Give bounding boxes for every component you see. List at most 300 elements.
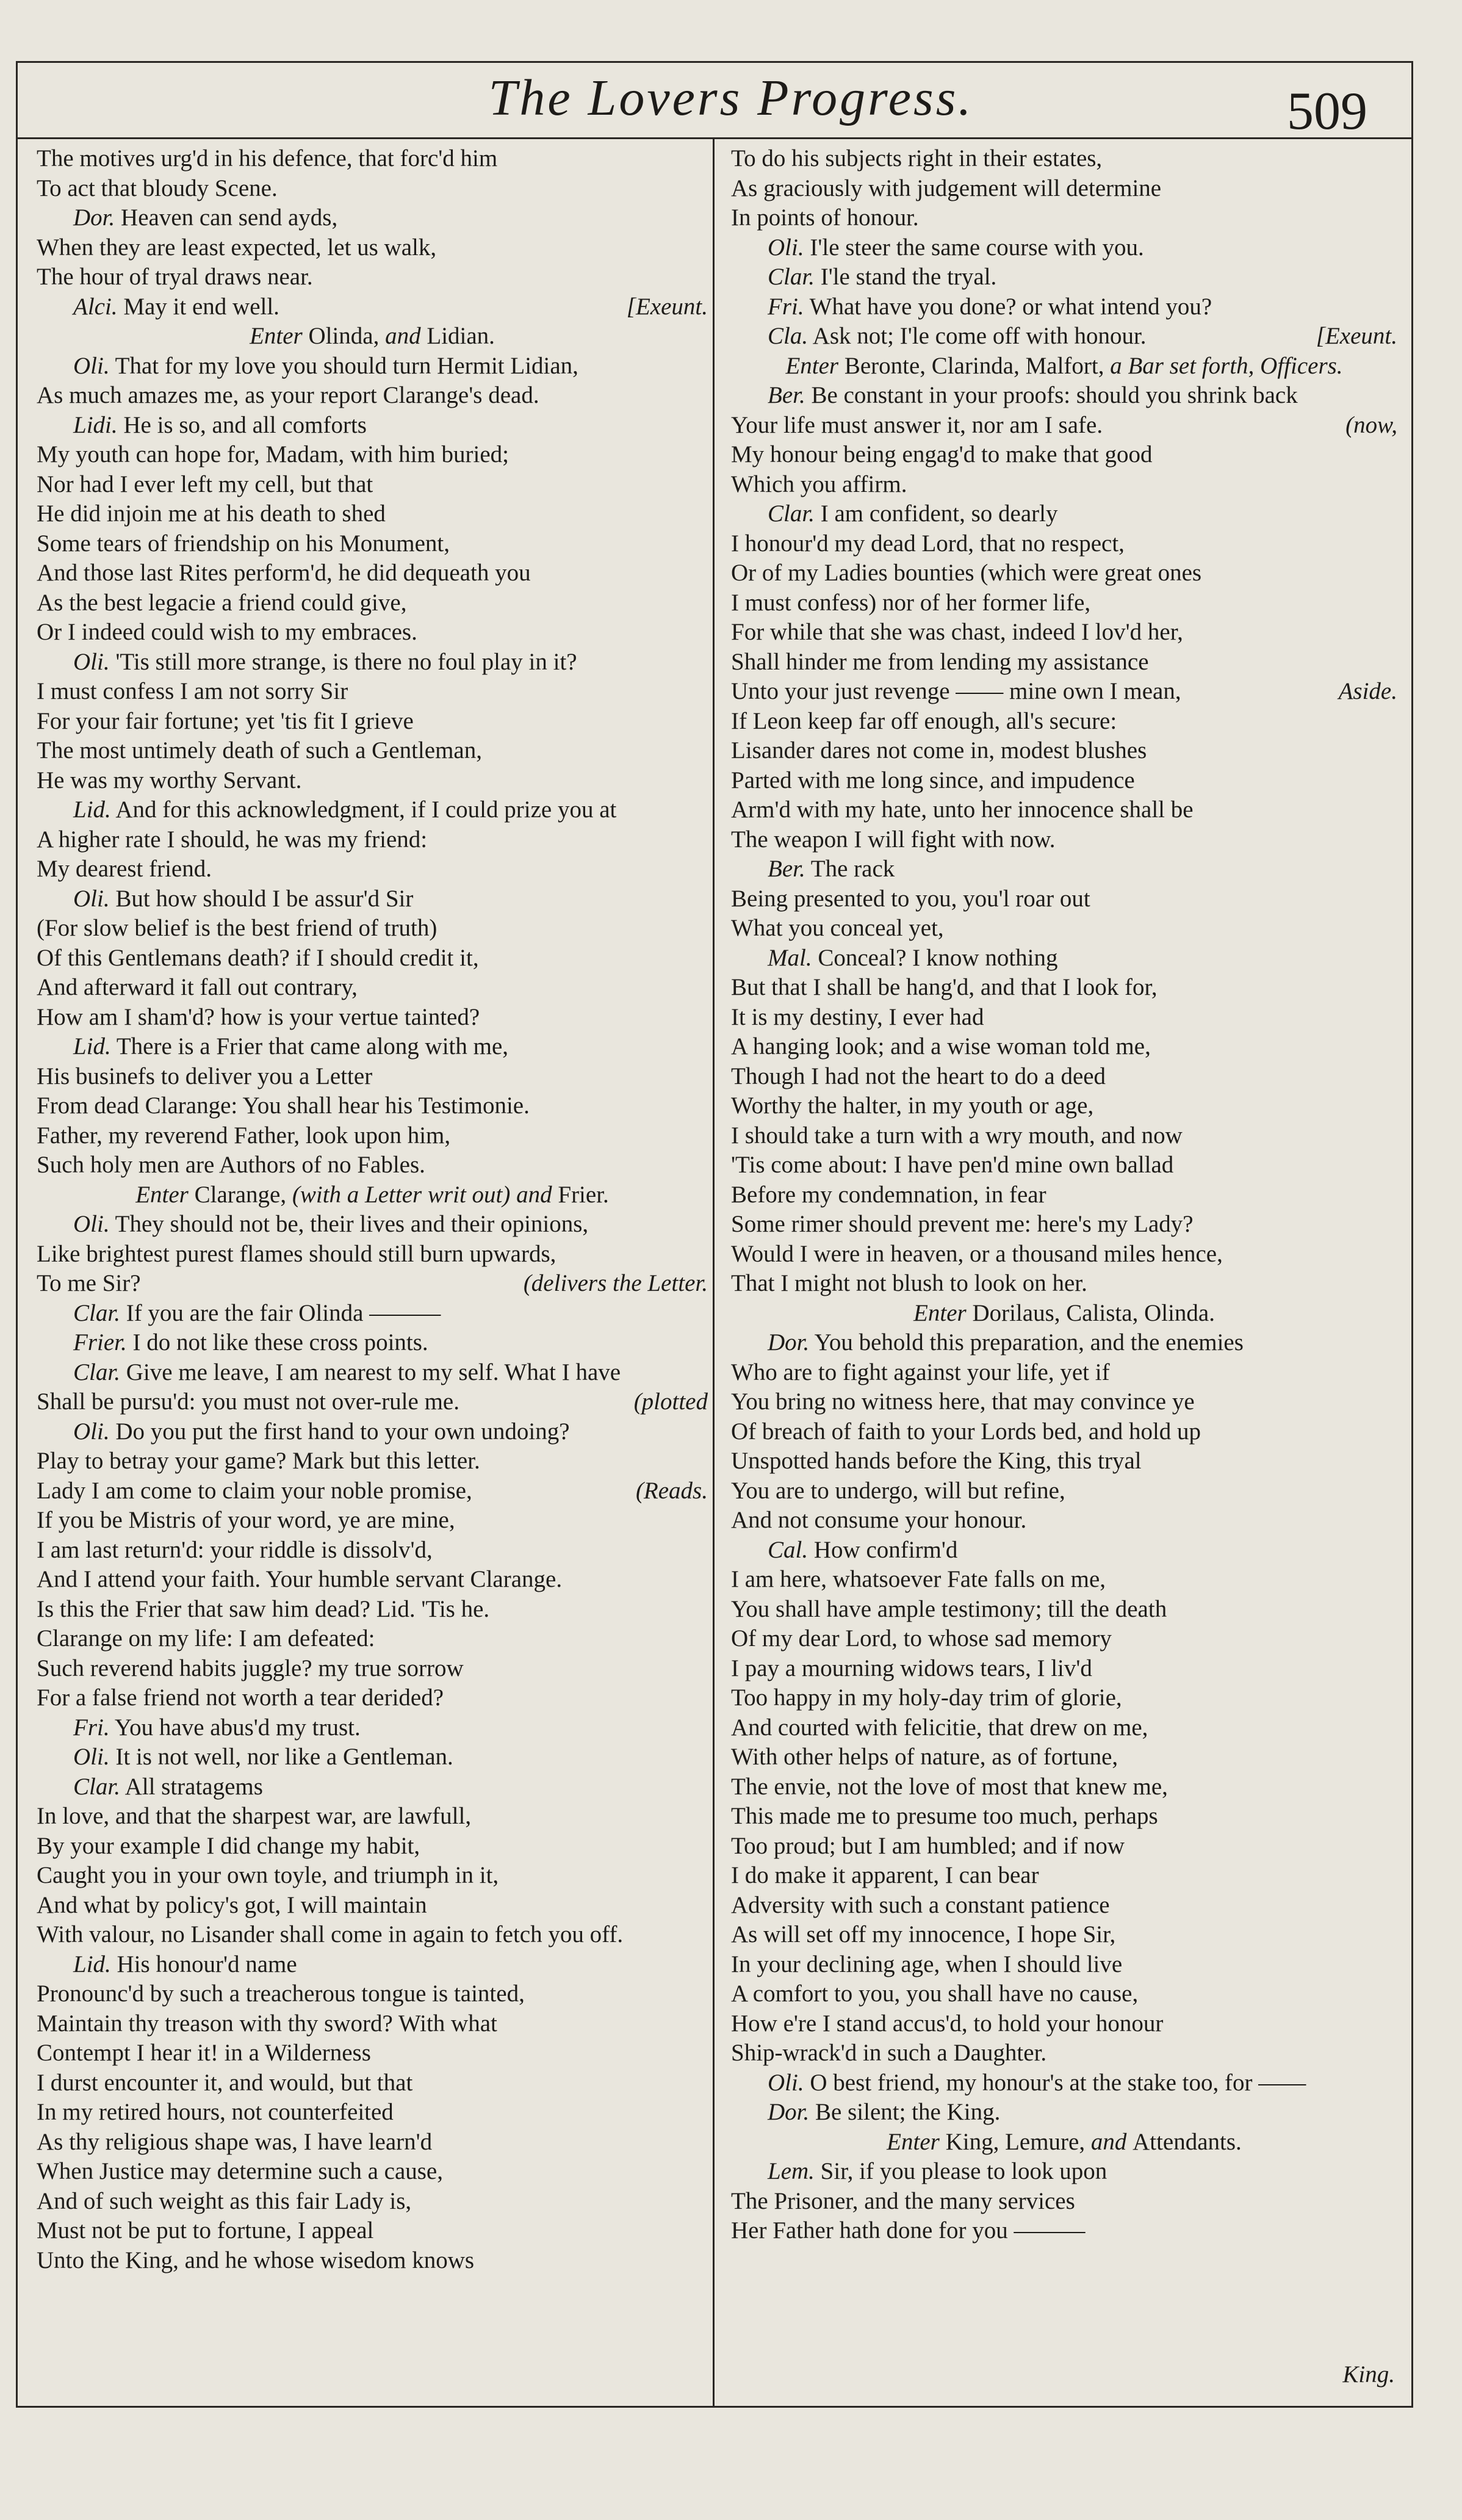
line-text: How e're I stand accus'd, to hold your honour [731,2010,1164,2037]
verse-line [37,944,708,973]
line-text: Conceal? I know nothing [818,944,1058,971]
verse-line [37,2068,708,2098]
line-text: Who are to fight against your life, yet if [731,1359,1110,1385]
verse-line [731,1003,1397,1033]
line-text: But how should I be assur'd Sir [115,885,414,912]
speaker-name: Clar. [73,1299,120,1326]
line-text: Be silent; the King. [815,2099,1001,2125]
line-text: In your declining age, when I should live [731,1951,1123,1977]
verse-line [731,825,1397,855]
line-text: Or of my Ladies bounties (which were great ones [731,560,1202,586]
verse-line [731,1328,1397,1358]
speaker-name: Lid. [73,1033,111,1060]
column-divider [713,137,715,2408]
speaker-name: Clar. [73,1773,120,1800]
catchword: King. [1342,2361,1395,2388]
line-text: In love, and that the sharpest war, are lawfull, [37,1803,472,1829]
verse-line [731,1240,1397,1269]
verse-line [731,1979,1397,2009]
line-text: I honour'd my dead Lord, that no respect, [731,530,1125,557]
stage-direction-names: Frier. [558,1181,609,1208]
marginal-direction: (delivers the Letter. [523,1270,708,1296]
verse-line [37,736,708,766]
header-rule [16,137,1413,139]
line-text: The motives urg'd in his defence, that forc'd him [37,145,498,171]
verse-line [37,1417,708,1447]
verse-line [731,1387,1397,1417]
verse-line [37,1091,708,1121]
line-text: Would I were in heaven, or a thousand miles hence, [731,1240,1223,1267]
line-text: That for my love you should turn Hermit Lidian, [115,352,578,379]
line-text: Some tears of friendship on his Monument, [37,530,450,557]
line-text: Parted with me long since, and impudence [731,767,1135,793]
verse-line [37,1832,708,1861]
line-text: How am I sham'd? how is your vertue tainted? [37,1003,480,1030]
verse-line [731,944,1397,973]
line-text: O best friend, my honour's at the stake too, for —— [810,2069,1306,2096]
verse-line [37,1121,708,1151]
verse-line [731,1032,1397,1062]
line-text: Shall be pursu'd: you must not over-rule me. [37,1388,459,1415]
verse-line [37,499,708,529]
line-text: Or I indeed could wish to my embraces. [37,619,417,645]
speaker-name: Oli. [73,1744,110,1770]
verse-line [37,2098,708,2128]
line-text: A comfort to you, you shall have no cause, [731,1980,1139,2007]
stage-direction-italic: Enter [250,323,309,349]
line-text: But that I shall be hang'd, and that I look for, [731,974,1158,1000]
verse-line [37,2187,708,2217]
verse-line [37,707,708,737]
line-text: Clarange on my life: I am defeated: [37,1625,375,1652]
verse-line [37,854,708,884]
line-text: You have abus'd my trust. [114,1714,361,1741]
verse-line [37,825,708,855]
verse-line [37,2128,708,2157]
verse-line [731,2009,1397,2039]
verse-line [731,973,1397,1003]
line-text: When Justice may determine such a cause, [37,2158,443,2184]
verse-line [37,1358,708,1388]
stage-direction-names: Olinda, [308,323,386,349]
line-text: My honour being engag'd to make that good [731,441,1153,468]
verse-line [731,2187,1397,2217]
line-text: Worthy the halter, in my youth or age, [731,1092,1094,1119]
line-text: You shall have ample testimony; till the death [731,1595,1167,1622]
verse-line [731,1210,1397,1240]
verse-line [731,588,1397,618]
line-text: There is a Frier that came along with me, [116,1033,509,1060]
verse-line [37,973,708,1003]
line-text: I must confess I am not sorry Sir [37,678,348,704]
line-text: Nor had I ever left my cell, but that [37,471,373,497]
speaker-name: Dor. [73,204,115,231]
verse-line [731,1536,1397,1565]
line-text: 'Tis still more strange, is there no foul play in it? [115,648,577,675]
line-text: For while that she was chast, indeed I lov'd her, [731,619,1183,645]
verse-line [731,381,1397,411]
stage-direction [37,1180,708,1210]
verse-line [731,1772,1397,1802]
speaker-name: Oli. [73,648,110,675]
verse-line [731,1861,1397,1891]
verse-line [731,1446,1397,1476]
verse-line [731,1150,1397,1180]
verse-line [37,352,708,381]
line-text: If you are the fair Olinda ——— [126,1299,441,1326]
stage-direction-italic: Enter [887,2128,946,2155]
stage-direction-names: Lidian. [427,323,495,349]
verse-line [37,914,708,944]
speaker-name: Fri. [73,1714,110,1741]
verse-line [731,558,1397,588]
right-column [731,144,1397,2246]
line-text: Some rimer should prevent me: here's my Lady? [731,1211,1194,1237]
line-text: I durst encounter it, and would, but that [37,2069,413,2096]
line-text: How confirm'd [813,1536,958,1563]
verse-line [37,1772,708,1802]
verse-line [731,411,1397,441]
line-text: They should not be, their lives and their opinions, [115,1211,589,1237]
line-text: This made me to presume too much, perhaps [731,1803,1158,1829]
line-text: With other helps of nature, as of fortune, [731,1744,1118,1770]
verse-line [37,1979,708,2009]
line-text: He was my worthy Servant. [37,767,302,793]
verse-line [731,2157,1397,2187]
line-text: Shall hinder me from lending my assistance [731,648,1149,675]
speaker-name: Ber. [768,856,805,882]
verse-line [731,736,1397,766]
verse-line [731,1121,1397,1151]
verse-line [37,1210,708,1240]
speaker-name: Oli. [73,1418,110,1445]
verse-line [731,795,1397,825]
line-text: The envie, not the love of most that knew me, [731,1773,1168,1800]
verse-line [37,411,708,441]
verse-line [37,1742,708,1772]
line-text: Her Father hath done for you ——— [731,2217,1086,2244]
verse-line [731,1624,1397,1654]
speaker-name: Alci. [73,293,118,320]
stage-direction-italic: Enter [785,352,844,379]
line-text: Unspotted hands before the King, this tryal [731,1448,1142,1474]
verse-line [37,1891,708,1921]
verse-line [731,618,1397,648]
line-text: Unto your just revenge —— mine own I mean, [731,678,1181,704]
stage-direction-names: Clarange, [194,1181,292,1208]
verse-line [731,1062,1397,1092]
verse-line [37,1387,708,1417]
verse-line [731,884,1397,914]
marginal-direction: (Reads. [635,1477,708,1504]
line-text: A hanging look; and a wise woman told me, [731,1033,1151,1060]
line-text: Before my condemnation, in fear [731,1181,1046,1208]
line-text: Too happy in my holy-day trim of glorie, [731,1684,1122,1711]
line-text: Of this Gentlemans death? if I should credit it, [37,944,479,971]
line-text: Such reverend habits juggle? my true sorrow [37,1655,464,1681]
marginal-direction: [Exeunt. [626,293,708,320]
verse-line [37,1565,708,1595]
line-text: Arm'd with my hate, unto her innocence shall be [731,796,1194,823]
line-text: Lady I am come to claim your noble promise, [37,1477,472,1504]
verse-line [731,1654,1397,1684]
line-text: You behold this preparation, and the enemies [814,1329,1244,1356]
line-text: And of such weight as this fair Lady is, [37,2187,412,2214]
line-text: Ask not; I'le come off with honour. [812,323,1147,349]
verse-line [37,2009,708,2039]
verse-line [731,648,1397,677]
left-column [37,144,708,2275]
verse-line [37,1950,708,1980]
speaker-name: Lidi. [73,411,118,438]
speaker-name: Clar. [768,264,815,290]
stage-direction [731,352,1397,381]
verse-line [731,1891,1397,1921]
verse-line [731,1269,1397,1299]
stage-direction-names: Beronte, Clarinda, Malfort, [844,352,1111,379]
line-text: Which you affirm. [731,471,907,497]
stage-direction [37,322,708,352]
line-text: Play to betray your game? Mark but this letter. [37,1448,480,1474]
verse-line [731,914,1397,944]
line-text: Lisander dares not come in, modest blushes [731,737,1147,764]
verse-line [37,1328,708,1358]
stage-direction [731,1299,1397,1329]
line-text: And not consume your honour. [731,1507,1027,1533]
verse-line [731,1713,1397,1743]
verse-line [37,1476,708,1506]
verse-line [731,2098,1397,2128]
verse-line [731,292,1397,322]
speaker-name: Oli. [768,234,804,261]
line-text: And I attend your faith. Your humble servant Clarange. [37,1566,563,1592]
line-text: The most untimely death of such a Gentleman, [37,737,482,764]
verse-line [37,1269,708,1299]
verse-line [37,174,708,204]
verse-line [731,322,1397,352]
speaker-name: Lid. [73,796,111,823]
verse-line [37,1062,708,1092]
verse-line [37,618,708,648]
line-text: As thy religious shape was, I have learn'd [37,2128,433,2155]
line-text: I am confident, so dearly [820,500,1058,527]
verse-line [731,1506,1397,1536]
verse-line [731,1832,1397,1861]
line-text: And for this acknowledgment, if I could prize you at [115,796,617,823]
line-text: I'le stand the tryal. [820,264,997,290]
line-text: Of my dear Lord, to whose sad memory [731,1625,1112,1652]
verse-line [731,470,1397,500]
verse-line [37,588,708,618]
verse-line [731,2038,1397,2068]
line-text: He is so, and all comforts [123,411,367,438]
line-text: To act that bloudy Scene. [37,175,278,201]
stage-direction-names: Dorilaus, Calista, Olinda. [972,1299,1215,1326]
verse-line [731,1920,1397,1950]
stage-direction [731,2128,1397,2157]
line-text: (For slow belief is the best friend of truth) [37,915,438,941]
line-text: Though I had not the heart to do a deed [731,1063,1106,1089]
verse-line [37,1920,708,1950]
verse-line [731,499,1397,529]
line-text: It is my destiny, I ever had [731,1003,984,1030]
line-text: Contempt I hear it! in a Wilderness [37,2040,371,2066]
verse-line [37,2038,708,2068]
verse-line [37,648,708,677]
verse-line [37,144,708,174]
line-text: And afterward it fall out contrary, [37,974,358,1000]
verse-line [731,1742,1397,1772]
speaker-name: Clar. [768,500,815,527]
line-text: Father, my reverend Father, look upon him, [37,1122,451,1149]
line-text: Unto the King, and he whose wisedom knows [37,2247,475,2273]
line-text: By your example I did change my habit, [37,1832,420,1859]
verse-line [37,1506,708,1536]
line-text: What you conceal yet, [731,915,944,941]
speaker-name: Ber. [768,382,805,408]
verse-line [37,884,708,914]
line-text: Too proud; but I am humbled; and if now [731,1832,1125,1859]
line-text: I am here, whatsoever Fate falls on me, [731,1566,1106,1592]
verse-line [37,1683,708,1713]
line-text: As the best legacie a friend could give, [37,589,407,616]
line-text: I am last return'd: your riddle is dissolv'd, [37,1536,433,1563]
line-text: For your fair fortune; yet 'tis fit I grieve [37,707,414,734]
verse-line [731,1091,1397,1121]
verse-line [37,2246,708,2276]
verse-line [731,262,1397,292]
line-text: Is this the Frier that saw him dead? Lid. 'Tis he. [37,1595,490,1622]
line-text: As much amazes me, as your report Clarange's dead. [37,382,539,408]
line-text: And what by policy's got, I will maintain [37,1891,427,1918]
verse-line [37,1150,708,1180]
speaker-name: Oli. [73,352,110,379]
line-text: Pronounc'd by such a treacherous tongue is tainted, [37,1980,525,2007]
verse-line [731,1476,1397,1506]
line-text: I do not like these cross points. [132,1329,428,1356]
verse-line [731,1950,1397,1980]
line-text: I must confess) nor of her former life, [731,589,1091,616]
line-text: I do make it apparent, I can bear [731,1862,1039,1888]
stage-direction-italic: and [1090,2128,1133,2155]
stage-direction-italic: and [385,323,427,349]
marginal-direction: [Exeunt. [1316,323,1397,349]
speaker-name: Fri. [768,293,804,320]
speaker-name: Cla. [768,323,808,349]
line-text: Like brightest purest flames should still burn upwards, [37,1240,556,1267]
verse-line [37,1446,708,1476]
verse-line [731,203,1397,233]
stage-direction-italic: Enter [135,1181,195,1208]
verse-line [731,440,1397,470]
line-text: In my retired hours, not counterfeited [37,2099,394,2125]
speaker-name: Frier. [73,1329,127,1356]
line-text: With valour, no Lisander shall come in again to fetch you off. [37,1921,624,1948]
verse-line [731,174,1397,204]
verse-line [37,1536,708,1565]
verse-line [37,292,708,322]
verse-line [731,2216,1397,2246]
speaker-name: Dor. [768,2099,810,2125]
verse-line [37,529,708,559]
line-text: His honour'd name [117,1951,297,1977]
line-text: And those last Rites perform'd, he did dequeath you [37,560,531,586]
line-text: Such holy men are Authors of no Fables. [37,1152,425,1178]
line-text: Caught you in your own toyle, and triumph in it, [37,1862,499,1888]
speaker-name: Clar. [73,1359,120,1385]
verse-line [37,766,708,796]
line-text: Your life must answer it, nor am I safe. [731,411,1103,438]
line-text: A higher rate I should, he was my friend: [37,826,428,853]
verse-line [37,262,708,292]
line-text: To do his subjects right in their estates, [731,145,1103,171]
line-text: Maintain thy treason with thy sword? With what [37,2010,497,2037]
running-title: The Lovers Progress. [488,70,974,126]
speaker-name: Lem. [768,2158,815,2184]
line-text: You bring no witness here, that may convince ye [731,1388,1195,1415]
verse-line [37,795,708,825]
line-text: The weapon I will fight with now. [731,826,1056,853]
speaker-name: Dor. [768,1329,810,1356]
line-text: That I might not blush to look on her. [731,1270,1087,1296]
verse-line [731,233,1397,263]
line-text: It is not well, nor like a Gentleman. [115,1744,453,1770]
line-text: He did injoin me at his death to shed [37,500,386,527]
verse-line [731,1417,1397,1447]
line-text: His businefs to deliver you a Letter [37,1063,373,1089]
verse-line [731,766,1397,796]
page-number: 509 [1287,82,1367,141]
line-text: Be constant in your proofs: should you shrink back [811,382,1298,408]
line-text: My dearest friend. [37,856,212,882]
line-text: Adversity with such a constant patience [731,1891,1110,1918]
verse-line [37,1654,708,1684]
line-text: What have you done? or what intend you? [809,293,1212,320]
line-text: Being presented to you, you'l roar out [731,885,1090,912]
line-text: All stratagems [124,1773,263,1800]
line-text: Ship-wrack'd in such a Daughter. [731,2040,1047,2066]
line-text: The Prisoner, and the many services [731,2187,1075,2214]
marginal-direction: (plotted [633,1388,708,1415]
verse-line [731,1565,1397,1595]
line-text: The rack [810,856,895,882]
verse-line [37,1802,708,1832]
verse-line [37,558,708,588]
verse-line [731,529,1397,559]
verse-line [37,1861,708,1891]
line-text: To me Sir? [37,1270,141,1296]
marginal-direction: (now, [1345,411,1397,438]
line-text: When they are least expected, let us walk, [37,234,437,261]
line-text: If Leon keep far off enough, all's secure: [731,707,1117,734]
verse-line [37,470,708,500]
verse-line [37,2157,708,2187]
speaker-name: Oli. [73,1211,110,1237]
verse-line [37,203,708,233]
speaker-name: Mal. [768,944,812,971]
line-text: If you be Mistris of your word, ye are mine, [37,1507,455,1533]
stage-direction-italic: Enter [913,1299,973,1326]
line-text: My youth can hope for, Madam, with him buried; [37,441,509,468]
line-text: As graciously with judgement will determine [731,175,1162,201]
line-text: Give me leave, I am nearest to my self. What I have [126,1359,621,1385]
stage-direction-names: Attendants. [1133,2128,1242,2155]
stage-direction-italic: (with a Letter writ out) and [292,1181,558,1208]
line-text: Must not be put to fortune, I appeal [37,2217,374,2244]
verse-line [731,1595,1397,1625]
line-text: The hour of tryal draws near. [37,264,313,290]
verse-line [731,677,1397,707]
